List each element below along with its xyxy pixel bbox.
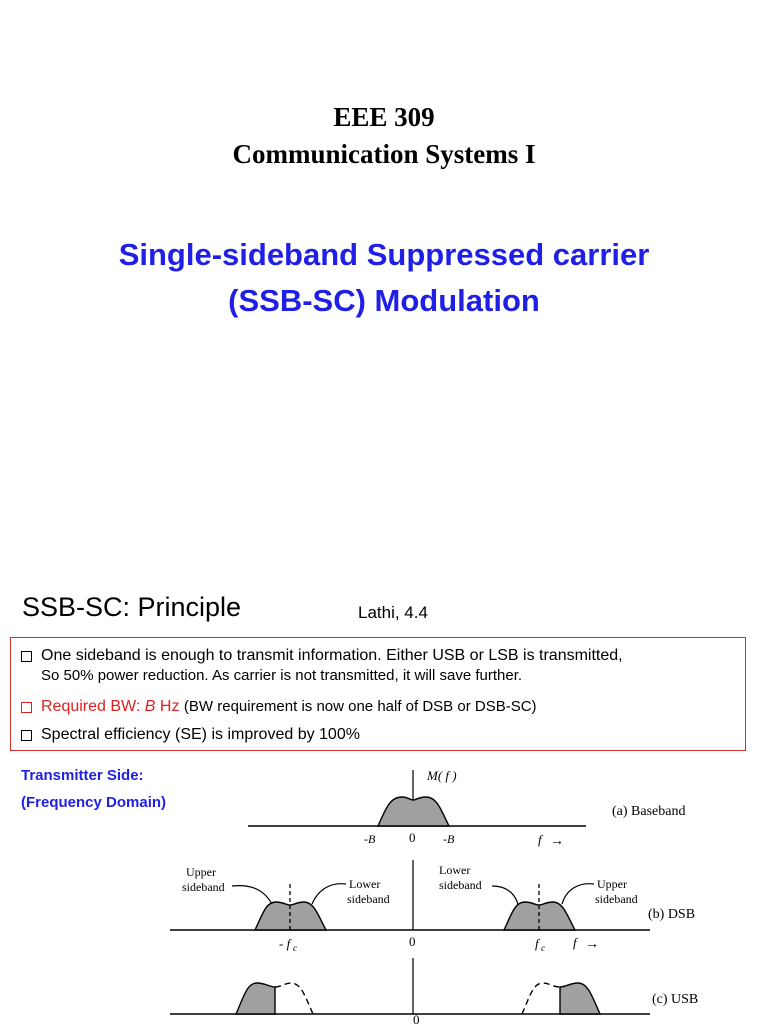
bw-unit: Hz	[159, 698, 180, 715]
bw-var: B	[144, 698, 156, 715]
pos-b-label: -B	[443, 832, 455, 846]
lower-sideband-left-2: sideband	[347, 892, 390, 906]
bullet-line-1: One sideband is enough to transmit information. Either USB or LSB is transmitted,	[41, 647, 623, 664]
pos-fc-sub: c	[541, 943, 545, 953]
upper-sideband-left-2: sideband	[182, 880, 225, 894]
course-name: Communication Systems I	[232, 139, 536, 169]
baseband-caption: (a) Baseband	[612, 804, 686, 819]
arrow-b: →	[585, 937, 599, 952]
zero-label-c: 0	[413, 1012, 420, 1024]
side-label-transmitter: Transmitter Side:	[21, 767, 144, 784]
lower-sideband-left-arrow	[312, 884, 346, 904]
neg-fc-label: - f	[279, 936, 291, 951]
main-title-line1: Single-sideband Suppressed carrier	[118, 237, 650, 272]
pos-fc-label: f	[535, 936, 539, 951]
upper-sideband-right-1: Upper	[597, 877, 627, 891]
zero-label-a: 0	[409, 830, 416, 845]
mf-label: M( f )	[427, 768, 457, 783]
arrow-a: →	[550, 834, 564, 849]
usb-caption: (c) USB	[652, 992, 699, 1007]
side-label-domain: (Frequency Domain)	[21, 794, 167, 811]
lower-sideband-right-arrow	[492, 886, 518, 904]
usb-right-removed	[522, 983, 560, 1014]
upper-sideband-left-arrow	[232, 886, 272, 904]
neg-b-label: -B	[364, 832, 376, 846]
lower-sideband-right-1: Lower	[439, 863, 471, 877]
bw-note: (BW requirement is now one half of DSB or DSB-SC)	[183, 698, 537, 715]
neg-fc-sub: c	[293, 943, 297, 953]
slide-reference: Lathi, 4.4	[358, 603, 428, 622]
upper-sideband-left-1: Upper	[186, 865, 216, 879]
course-code: EEE 309	[333, 102, 435, 132]
upper-sideband-right-arrow	[562, 884, 594, 904]
f-axis-label-b: f	[573, 935, 577, 950]
bullet-line-2: So 50% power reduction. As carrier is not transmitted, it will save further.	[41, 667, 523, 684]
main-title-line2: (SSB-SC) Modulation	[228, 283, 540, 318]
lower-sideband-right-2: sideband	[439, 878, 482, 892]
upper-sideband-right-2: sideband	[595, 892, 638, 906]
usb-right-spectrum	[560, 983, 600, 1014]
baseband-spectrum	[378, 797, 449, 826]
lower-sideband-left-1: Lower	[349, 877, 381, 891]
bullet-text-efficiency: Spectral efficiency (SE) is improved by 100%	[41, 726, 360, 743]
usb-left-removed	[275, 983, 313, 1014]
slide-title: SSB-SC: Principle	[22, 592, 242, 622]
f-axis-label-a: f	[538, 832, 542, 847]
usb-left-spectrum	[236, 983, 275, 1014]
zero-label-b: 0	[409, 934, 416, 949]
bw-label: Required BW:	[41, 698, 141, 715]
dsb-caption: (b) DSB	[648, 907, 696, 922]
